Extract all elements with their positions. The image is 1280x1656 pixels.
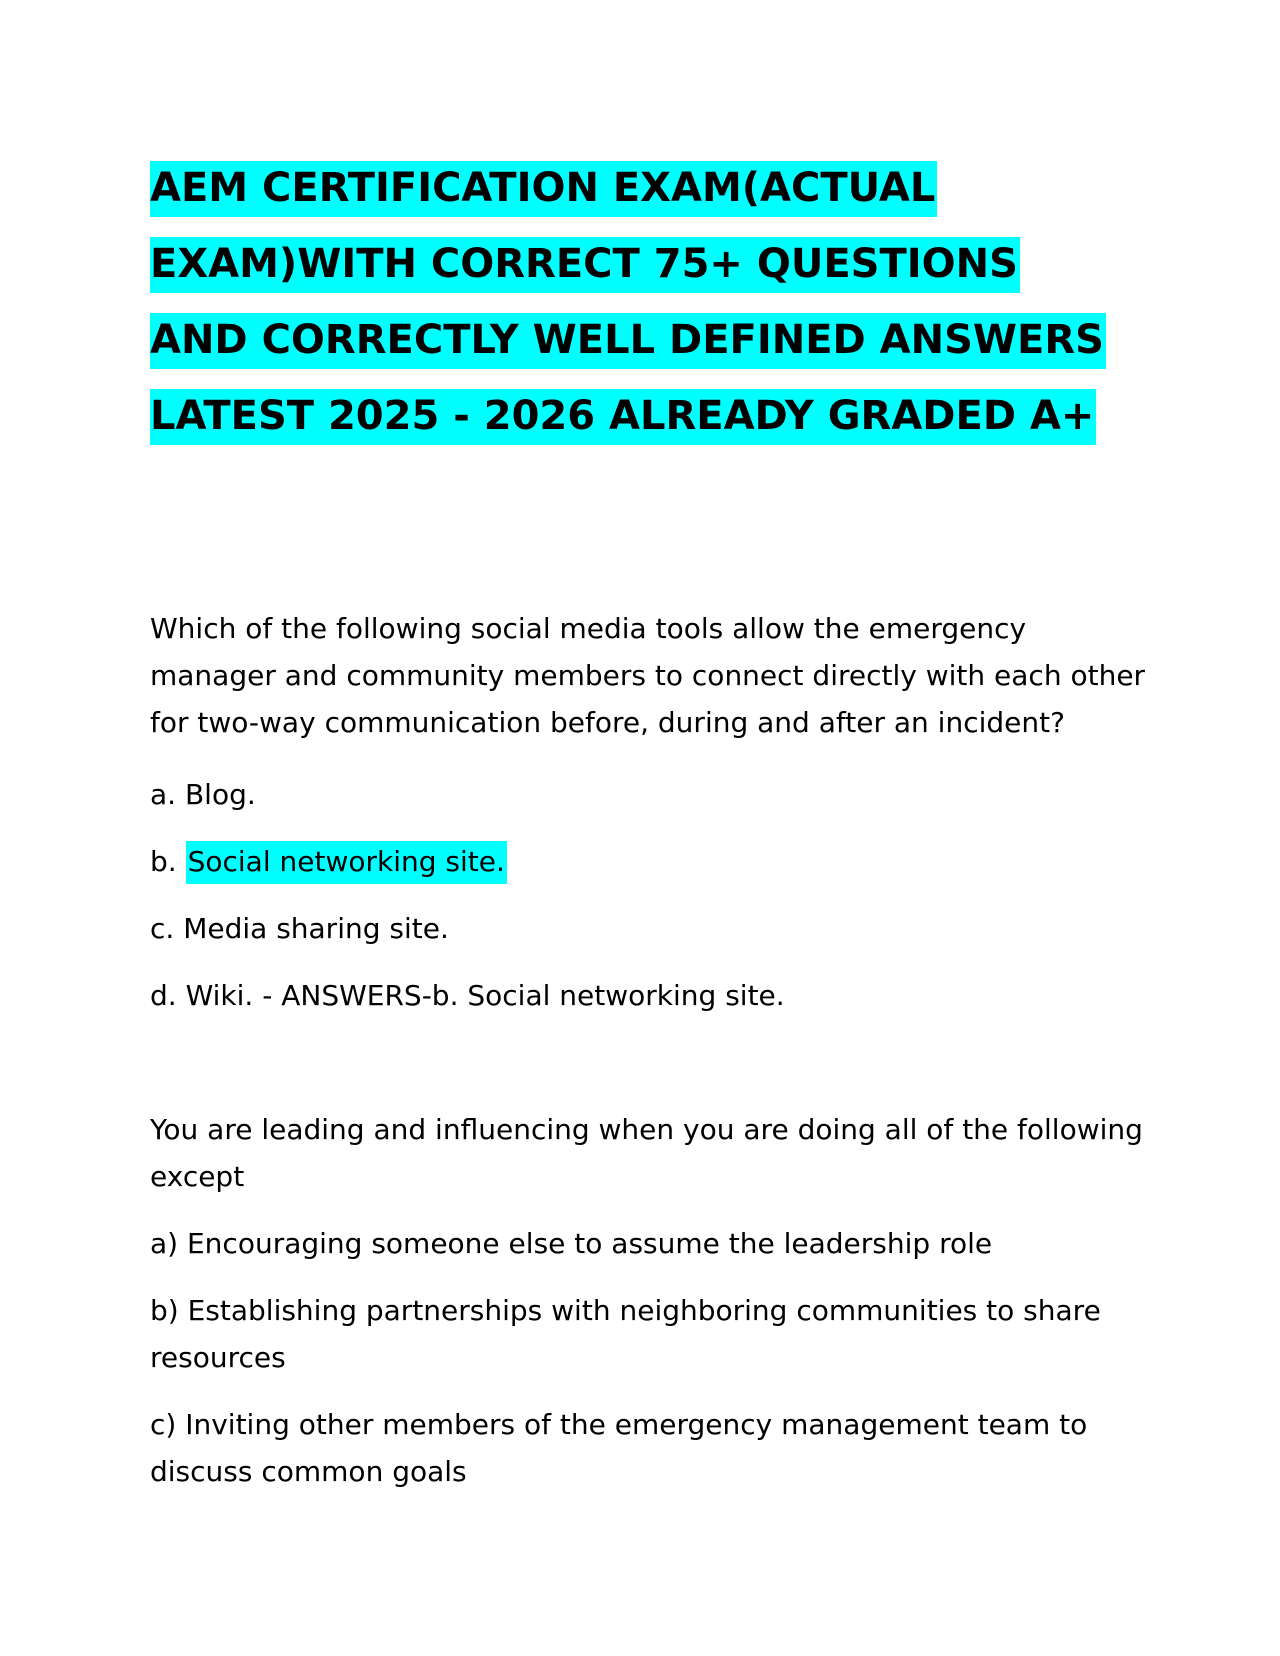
question-1-option-b: [150, 838, 1150, 885]
question-line: Which of the following social media tools allow the emergency: [150, 612, 1027, 645]
title-highlight: AND CORRECTLY WELL DEFINED ANSWERS: [150, 313, 1106, 369]
question-2-option-c: [150, 1401, 1150, 1495]
question-line: You are leading and influencing when you are doing all of the following: [150, 1113, 1143, 1146]
title-line: [150, 378, 1150, 454]
question-line: manager and community members to connect directly with each other: [150, 659, 1146, 692]
question-line: except: [150, 1160, 245, 1193]
correct-answer-highlight: Social networking site.: [186, 841, 507, 884]
title-line: [150, 302, 1150, 378]
option-letter: b.: [150, 845, 186, 878]
title-highlight: EXAM)WITH CORRECT 75+ QUESTIONS: [150, 237, 1020, 293]
question-1-option-d: d. Wiki. - ANSWERS-b. Social networking site.: [150, 979, 785, 1012]
question-1-option-c: c. Media sharing site.: [150, 912, 449, 945]
title-highlight: LATEST 2025 - 2026 ALREADY GRADED A+: [150, 389, 1096, 445]
option-line: discuss common goals: [150, 1455, 467, 1488]
question-1-option-a: a. Blog.: [150, 778, 256, 811]
option-line: resources: [150, 1341, 286, 1374]
question-2-text: [150, 1106, 1150, 1200]
title-highlight: AEM CERTIFICATION EXAM(ACTUAL: [150, 161, 937, 217]
option-line: b) Establishing partnerships with neighboring communities to share: [150, 1294, 1101, 1327]
option-line: c) Inviting other members of the emergency management team to: [150, 1408, 1088, 1441]
title-line: [150, 226, 1150, 302]
question-2-option-a: a) Encouraging someone else to assume the leadership role: [150, 1227, 993, 1260]
question-1-text: [150, 605, 1150, 746]
question-line: for two-way communication before, during and after an incident?: [150, 706, 1065, 739]
title-line: [150, 150, 1150, 226]
question-2-option-b: [150, 1287, 1150, 1381]
document-title: [150, 150, 1150, 454]
